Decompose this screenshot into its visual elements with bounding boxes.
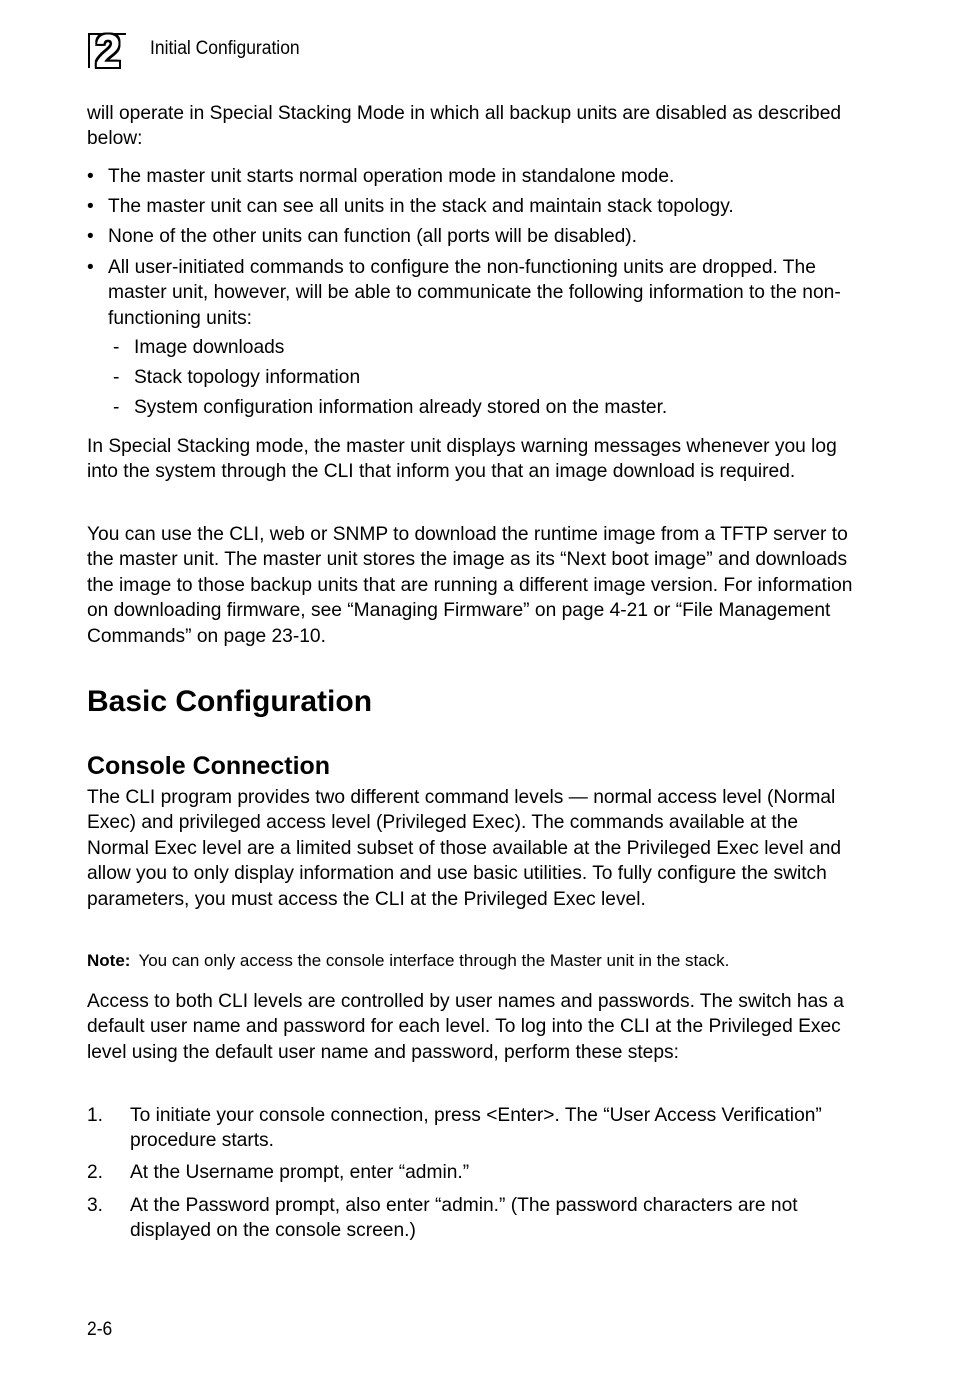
cli-paragraph: The CLI program provides two different command levels — normal access level (Normal Exec) and privileged access level (Privileged Exec). The commands available at the Normal Exec level are a limited subset of those available at the Privileged Exec level and allow you to only display information and use basic utilities. To fully configure the switch parameters, you must access the CLI at the Privileged Exec level. bbox=[87, 787, 842, 910]
bullet-mark: • bbox=[87, 226, 94, 247]
bullet-mark: • bbox=[87, 196, 94, 217]
step-text: At the Username prompt, enter “admin.” bbox=[130, 1162, 470, 1183]
access-paragraph: Access to both CLI levels are controlled by user names and passwords. The switch has a default user name and password for each level. To log into the CLI at the Privileged Exec level using the default user name and password, perform these steps: bbox=[87, 991, 844, 1063]
bullet-mark: • bbox=[87, 257, 94, 278]
step-number: 2. bbox=[87, 1162, 104, 1183]
download-paragraph: You can use the CLI, web or SNMP to download the runtime image from a TFTP server to the master unit. The master unit stores the image as its “Next boot image” and downloads the image to those backup units that are running a different image version. For information on downloading firmware, see “Managing Firmware” on page 4-21 or “File Management Commands” on page 23-10. bbox=[87, 524, 853, 647]
subsection-heading: Console Connection bbox=[87, 752, 331, 780]
step-number: 3. bbox=[87, 1195, 104, 1216]
step-number: 1. bbox=[87, 1105, 104, 1126]
warning-paragraph: In Special Stacking mode, the master unit displays warning messages whenever you log into the system through the CLI that inform you that an image download is required. bbox=[87, 436, 837, 483]
note-text: You can only access the console interface through the Master unit in the stack. bbox=[138, 951, 730, 970]
sub-list-text: System configuration information already stored on the master. bbox=[134, 397, 668, 418]
bullet-mark: • bbox=[87, 166, 94, 187]
dash-mark: - bbox=[113, 337, 120, 358]
intro-paragraph: will operate in Special Stacking Mode in which all backup units are disabled as described below: bbox=[87, 103, 842, 150]
bullet-text: The master unit starts normal operation mode in standalone mode. bbox=[108, 166, 675, 187]
sub-list-text: Stack topology information bbox=[134, 367, 361, 388]
chapter-number: 2 bbox=[95, 25, 121, 77]
chapter-number-badge bbox=[88, 25, 128, 77]
note-label: Note: bbox=[87, 951, 131, 970]
step-text: At the Password prompt, also enter “admin.” (The password characters are not displayed on the console screen.) bbox=[130, 1195, 798, 1242]
note bbox=[87, 949, 867, 973]
bullet-text: All user-initiated commands to configure the non-functioning units are dropped. The master unit, however, will be able to communicate the following information to the non-functioning units: bbox=[108, 257, 841, 329]
step-text: To initiate your console connection, press <Enter>. The “User Access Verification” procedure starts. bbox=[130, 1105, 822, 1152]
page-number: 2-6 bbox=[87, 1319, 113, 1340]
sub-list-text: Image downloads bbox=[134, 337, 285, 358]
running-header-title: Initial Configuration bbox=[150, 38, 300, 59]
bullet-text: None of the other units can function (all ports will be disabled). bbox=[108, 226, 638, 247]
dash-mark: - bbox=[113, 397, 120, 418]
section-heading: Basic Configuration bbox=[87, 685, 373, 718]
bullet-text: The master unit can see all units in the stack and maintain stack topology. bbox=[108, 196, 734, 217]
dash-mark: - bbox=[113, 367, 120, 388]
